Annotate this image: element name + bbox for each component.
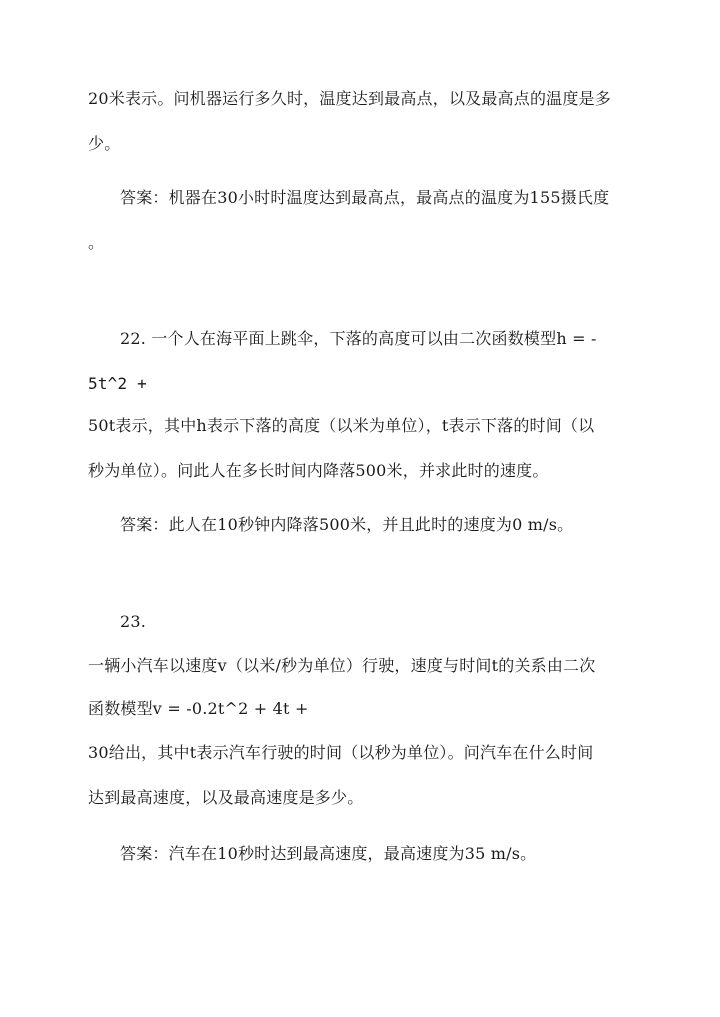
problem-23-text-line-4: 达到最高速度，以及最高速度是多少。 bbox=[88, 788, 364, 807]
problem-23-text-line-2: 函数模型v = -0.2t^2 + 4t + bbox=[88, 699, 309, 718]
problem-22-text-line-4: 秒为单位）。问此人在多长时间内降落500米，并求此时的速度。 bbox=[88, 461, 549, 480]
problem-21-text-line-2: 少。 bbox=[88, 134, 121, 153]
problem-23-answer: 答案：汽车在10秒时达到最高速度，最高速度为35 m/s。 bbox=[120, 844, 537, 863]
problem-21-text-line-1: 20米表示。问机器运行多久时，温度达到最高点，以及最高点的温度是多 bbox=[88, 89, 611, 108]
problem-23-number: 23. bbox=[120, 612, 147, 631]
problem-23-text-line-1: 一辆小汽车以速度v（以米/秒为单位）行驶，速度与时间t的关系由二次 bbox=[88, 656, 596, 675]
problem-22-text-line-2: 5t^2 + bbox=[88, 374, 147, 393]
problem-21-answer-line-1: 答案：机器在30小时时温度达到最高点，最高点的温度为155摄氏度 bbox=[120, 188, 610, 207]
problem-22-text-line-3: 50t表示，其中h表示下落的高度（以米为单位），t表示下落的时间（以 bbox=[88, 416, 595, 435]
problem-21-answer-line-2: 。 bbox=[88, 233, 105, 252]
problem-22-answer: 答案：此人在10秒钟内降落500米，并且此时的速度为0 m/s。 bbox=[120, 515, 574, 534]
problem-22-text-line-1: 22. 一个人在海平面上跳伞，下落的高度可以由二次函数模型h = - bbox=[120, 329, 597, 348]
problem-23-text-line-3: 30给出，其中t表示汽车行驶的时间（以秒为单位）。问汽车在什么时间 bbox=[88, 743, 594, 762]
